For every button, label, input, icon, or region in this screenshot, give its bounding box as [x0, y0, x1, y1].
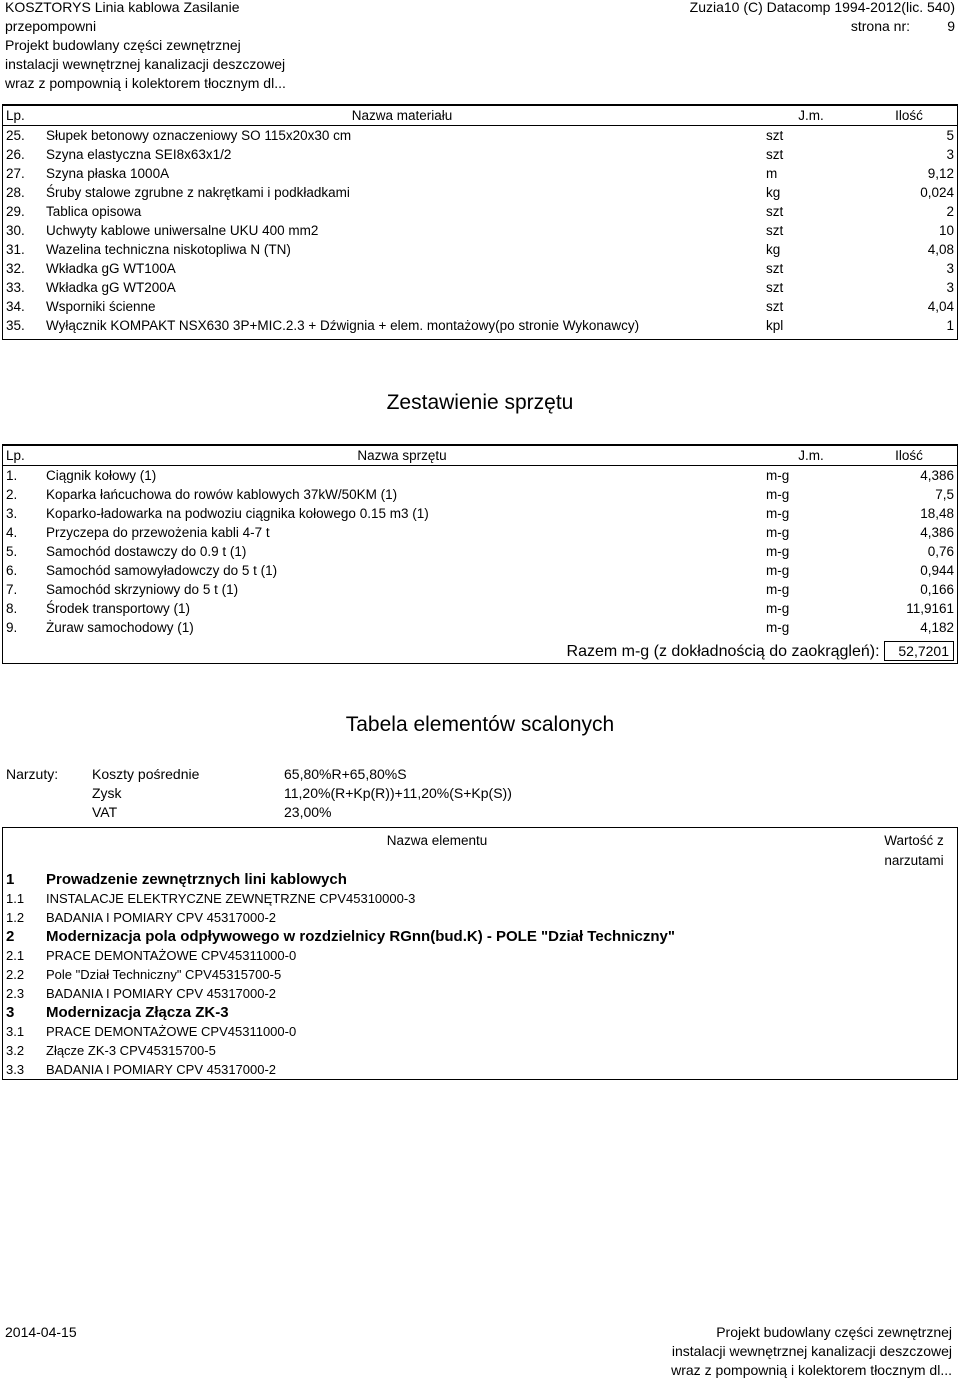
row-qty: 4,386: [920, 525, 954, 540]
row-name: Samochód skrzyniowy do 5 t (1): [46, 582, 239, 597]
table-row: [2, 259, 958, 278]
element-number: 3.2: [6, 1043, 25, 1058]
row-lp: 1.: [6, 468, 18, 483]
row-name: Samochód samowyładowczy do 5 t (1): [46, 563, 278, 578]
table-row: [2, 466, 958, 486]
table-row: [2, 542, 958, 561]
element-number: 3: [6, 1004, 15, 1021]
row-qty: 9,12: [927, 166, 954, 181]
element-number: 3.1: [6, 1024, 25, 1039]
row-name: Śruby stalowe zgrubne z nakrętkami i podkładkami: [46, 185, 350, 200]
narzut-value: 23,00%: [284, 804, 332, 820]
row-lp: 7.: [6, 582, 18, 597]
col-value-line1: Wartość z: [884, 832, 944, 848]
table-row: [2, 126, 958, 146]
table-row: [2, 240, 958, 259]
element-name: Pole "Dział Techniczny" CPV45315700-5: [46, 967, 282, 982]
row-name: Przyczepa do przewożenia kabli 4-7 t: [46, 525, 270, 540]
element-sub-row: [3, 1022, 958, 1041]
col-name: Nazwa sprzętu: [42, 446, 762, 466]
element-name: PRACE DEMONTAŻOWE CPV45311000-0: [46, 948, 297, 963]
element-sub-row: [3, 889, 958, 908]
row-qty: 3: [946, 280, 954, 295]
equipment-table: [2, 445, 958, 637]
element-number: 2.3: [6, 986, 25, 1001]
element-value: [871, 1022, 958, 1041]
element-value: [871, 889, 958, 908]
row-qty: 10: [938, 223, 954, 238]
row-qty: 0,944: [920, 563, 954, 578]
col-lp: Lp.: [2, 106, 42, 126]
row-lp: 35.: [6, 318, 25, 333]
narzut-name: Koszty pośrednie: [92, 766, 200, 782]
row-unit: szt: [766, 204, 784, 219]
col-name: Nazwa materiału: [42, 106, 762, 126]
element-name: Prowadzenie zewnętrznych lini kablowych: [46, 871, 347, 888]
header-line-2: przepompowni: [5, 18, 97, 34]
col-lp: Lp.: [2, 446, 42, 466]
row-qty: 3: [946, 261, 954, 276]
narzut-name: VAT: [92, 804, 118, 820]
element-number: 1.2: [6, 910, 25, 925]
row-lp: 5.: [6, 544, 18, 559]
element-value: [871, 946, 958, 965]
footer-line-2: instalacji wewnętrznej kanalizacji deszczowej: [671, 1343, 952, 1359]
narzut-name: Zysk: [92, 785, 122, 801]
row-unit: kpl: [766, 318, 784, 333]
row-unit: m-g: [766, 601, 790, 616]
row-lp: 2.: [6, 487, 18, 502]
element-number: 2.1: [6, 948, 25, 963]
element-name: BADANIA I POMIARY CPV 45317000-2: [46, 1062, 277, 1077]
table-row: [2, 523, 958, 542]
table-row: [2, 316, 958, 335]
element-sub-row: [3, 965, 958, 984]
header-line-3: Projekt budowlany części zewnętrznej: [5, 37, 241, 53]
row-name: Szyna elastyczna SEI8x63x1/2: [46, 147, 232, 162]
element-name: INSTALACJE ELEKTRYCZNE ZEWNĘTRZNE CPV45310000-3: [46, 891, 416, 906]
row-name: Wyłącznik KOMPAKT NSX630 3P+MIC.2.3 + Dźwignia + elem. montażowy(po stronie Wykonawcy): [46, 318, 640, 333]
table-row: [2, 504, 958, 523]
row-lp: 32.: [6, 261, 25, 276]
table-row: [2, 485, 958, 504]
element-number: 1: [6, 871, 15, 888]
row-lp: 4.: [6, 525, 18, 540]
materials-table: [2, 105, 958, 335]
row-unit: m-g: [766, 525, 790, 540]
row-name: Wazelina techniczna niskotopliwa N (TN): [46, 242, 291, 257]
total-label: Razem m-g (z dokładnością do zaokrągleń):: [566, 643, 880, 660]
row-lp: 31.: [6, 242, 25, 257]
row-lp: 6.: [6, 563, 18, 578]
row-unit: m-g: [766, 487, 790, 502]
row-unit: m: [766, 166, 778, 181]
row-lp: 33.: [6, 280, 25, 295]
footer-line-3: wraz z pompownią i kolektorem tłocznym dl...: [671, 1362, 952, 1378]
row-name: Szyna płaska 1000A: [46, 166, 170, 181]
elements-title: Tabela elementów scalonych: [345, 713, 615, 736]
row-unit: m-g: [766, 506, 790, 521]
row-name: Wkładka gG WT200A: [46, 280, 176, 295]
element-value: [871, 1060, 958, 1080]
row-name: Uchwyty kablowe uniwersalne UKU 400 mm2: [46, 223, 319, 238]
row-qty: 5: [946, 128, 954, 143]
footer-project: [671, 1323, 952, 1380]
row-lp: 30.: [6, 223, 25, 238]
row-qty: 0,76: [927, 544, 954, 559]
table-row: [2, 278, 958, 297]
table-row: [2, 145, 958, 164]
elements-table: [2, 827, 958, 1080]
element-number: 2.2: [6, 967, 25, 982]
element-name: BADANIA I POMIARY CPV 45317000-2: [46, 910, 277, 925]
row-unit: szt: [766, 128, 784, 143]
element-number: 1.1: [6, 891, 25, 906]
row-name: Wkładka gG WT100A: [46, 261, 176, 276]
table-row: [2, 221, 958, 240]
row-unit: m-g: [766, 582, 790, 597]
page-number: 9: [947, 18, 955, 34]
element-value: [871, 984, 958, 1003]
page-number-label: strona nr:: [850, 18, 910, 34]
equipment-total: [567, 641, 954, 661]
row-lp: 27.: [6, 166, 25, 181]
col-value-line2: narzutami: [884, 852, 944, 868]
element-value: [871, 927, 958, 946]
element-name: PRACE DEMONTAŻOWE CPV45311000-0: [46, 1024, 297, 1039]
row-qty: 4,182: [920, 620, 954, 635]
row-qty: 4,386: [920, 468, 954, 483]
row-name: Ciągnik kołowy (1): [46, 468, 157, 483]
row-unit: szt: [766, 280, 784, 295]
table-row: [2, 202, 958, 221]
row-unit: kg: [766, 185, 781, 200]
total-value: 52,7201: [884, 641, 954, 661]
element-number: 3.3: [6, 1062, 25, 1077]
element-value: [871, 870, 958, 889]
row-unit: szt: [766, 223, 784, 238]
element-name: Modernizacja Złącza ZK-3: [46, 1004, 229, 1021]
row-lp: 26.: [6, 147, 25, 162]
header-line-4: instalacji wewnętrznej kanalizacji deszczowej: [5, 56, 286, 72]
element-name: BADANIA I POMIARY CPV 45317000-2: [46, 986, 277, 1001]
col-qty: Ilość: [860, 446, 958, 466]
element-value: [871, 908, 958, 927]
col-qty: Ilość: [860, 106, 958, 126]
table-row: [2, 164, 958, 183]
row-name: Koparka łańcuchowa do rowów kablowych 37kW/50KM (1): [46, 487, 398, 502]
row-name: Żuraw samochodowy (1): [46, 620, 194, 635]
row-lp: 29.: [6, 204, 25, 219]
element-group-row: [3, 927, 958, 946]
narzut-value: 65,80%R+65,80%S: [284, 766, 407, 782]
row-lp: 3.: [6, 506, 18, 521]
element-group-row: [3, 1003, 958, 1022]
element-name: Złącze ZK-3 CPV45315700-5: [46, 1043, 216, 1058]
row-unit: m-g: [766, 544, 790, 559]
table-row: [2, 297, 958, 316]
table-row: [2, 580, 958, 599]
row-unit: szt: [766, 261, 784, 276]
element-value: [871, 965, 958, 984]
footer-line-1: Projekt budowlany części zewnętrznej: [716, 1324, 952, 1340]
row-qty: 0,166: [920, 582, 954, 597]
row-qty: 2: [946, 204, 954, 219]
row-qty: 1: [946, 318, 954, 333]
element-sub-row: [3, 1060, 958, 1080]
equipment-title: Zestawienie sprzętu: [386, 391, 574, 414]
header-line-1: KOSZTORYS Linia kablowa Zasilanie: [5, 0, 240, 15]
row-lp: 8.: [6, 601, 18, 616]
row-lp: 25.: [6, 128, 25, 143]
element-value: [871, 1003, 958, 1022]
row-qty: 0,024: [920, 185, 954, 200]
row-name: Słupek betonowy oznaczeniowy SO 115x20x30 cm: [46, 128, 352, 143]
row-qty: 7,5: [935, 487, 954, 502]
row-qty: 11,9161: [906, 601, 954, 616]
element-value: [871, 1041, 958, 1060]
table-row: [2, 183, 958, 202]
row-unit: szt: [766, 147, 784, 162]
row-unit: m-g: [766, 468, 790, 483]
row-lp: 28.: [6, 185, 25, 200]
element-name: Modernizacja pola odpływowego w rozdzielnicy RGnn(bud.K) - POLE "Dział Techniczny": [46, 928, 675, 945]
element-sub-row: [3, 1041, 958, 1060]
header-line-5: wraz z pompownią i kolektorem tłocznym dl...: [5, 75, 286, 91]
row-qty: 4,04: [927, 299, 954, 314]
element-sub-row: [3, 946, 958, 965]
element-sub-row: [3, 984, 958, 1003]
footer-date: 2014-04-15: [5, 1324, 77, 1340]
row-name: Wsporniki ścienne: [46, 299, 156, 314]
row-name: Samochód dostawczy do 0.9 t (1): [46, 544, 247, 559]
table-row: [2, 618, 958, 637]
row-name: Koparko-ładowarka na podwoziu ciągnika kołowego 0.15 m3 (1): [46, 506, 429, 521]
row-unit: m-g: [766, 620, 790, 635]
row-lp: 9.: [6, 620, 18, 635]
narzut-value: 11,20%(R+Kp(R))+11,20%(S+Kp(S)): [284, 785, 512, 801]
row-unit: szt: [766, 299, 784, 314]
row-qty: 4,08: [927, 242, 954, 257]
element-number: 2: [6, 928, 15, 945]
narzuty-label: Narzuty:: [6, 766, 59, 782]
row-name: Środek transportowy (1): [46, 601, 191, 616]
col-element-name: Nazwa elementu: [386, 832, 488, 848]
row-qty: 3: [946, 147, 954, 162]
row-name: Tablica opisowa: [46, 204, 142, 219]
row-lp: 34.: [6, 299, 25, 314]
col-unit: J.m.: [762, 106, 860, 126]
row-unit: kg: [766, 242, 781, 257]
row-unit: m-g: [766, 563, 790, 578]
table-row: [2, 561, 958, 580]
software-credit: Zuzia10 (C) Datacomp 1994-2012(lic. 540): [689, 0, 955, 15]
table-row: [2, 599, 958, 618]
row-qty: 18,48: [920, 506, 954, 521]
element-group-row: [3, 870, 958, 889]
col-unit: J.m.: [762, 446, 860, 466]
element-sub-row: [3, 908, 958, 927]
